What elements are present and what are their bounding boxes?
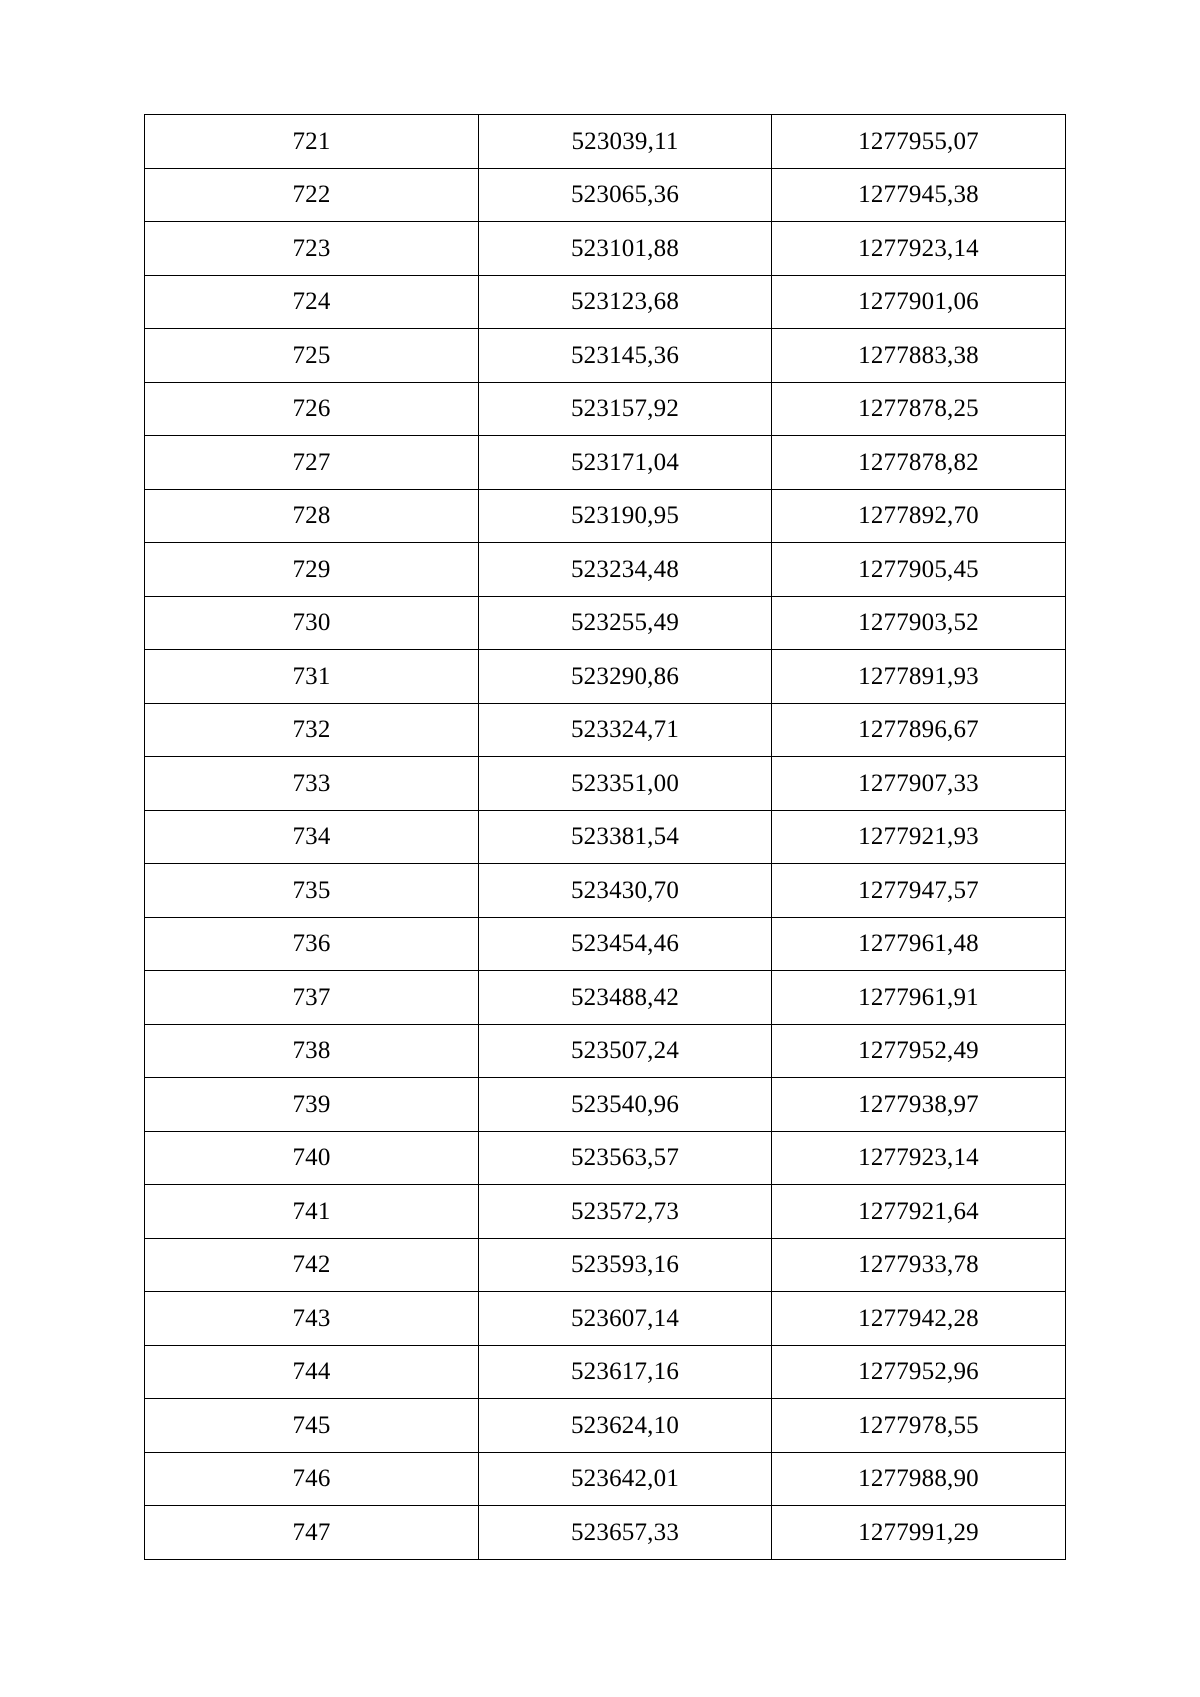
point-number-cell: 722 bbox=[145, 168, 479, 222]
table-row bbox=[145, 1024, 1066, 1078]
table-row bbox=[145, 115, 1066, 169]
y-coordinate-cell: 1277933,78 bbox=[772, 1238, 1066, 1292]
x-coordinate-cell: 523039,11 bbox=[479, 115, 772, 169]
point-number-cell: 742 bbox=[145, 1238, 479, 1292]
table-row bbox=[145, 864, 1066, 918]
x-coordinate-cell: 523563,57 bbox=[479, 1131, 772, 1185]
y-coordinate-cell: 1277907,33 bbox=[772, 757, 1066, 811]
table-row bbox=[145, 810, 1066, 864]
table-row bbox=[145, 971, 1066, 1025]
y-coordinate-cell: 1277891,93 bbox=[772, 650, 1066, 704]
point-number-cell: 726 bbox=[145, 382, 479, 436]
x-coordinate-cell: 523157,92 bbox=[479, 382, 772, 436]
x-coordinate-cell: 523657,33 bbox=[479, 1506, 772, 1560]
y-coordinate-cell: 1277988,90 bbox=[772, 1452, 1066, 1506]
table-row bbox=[145, 1345, 1066, 1399]
point-number-cell: 740 bbox=[145, 1131, 479, 1185]
x-coordinate-cell: 523381,54 bbox=[479, 810, 772, 864]
x-coordinate-cell: 523430,70 bbox=[479, 864, 772, 918]
y-coordinate-cell: 1277961,48 bbox=[772, 917, 1066, 971]
table-row bbox=[145, 489, 1066, 543]
y-coordinate-cell: 1277938,97 bbox=[772, 1078, 1066, 1132]
point-number-cell: 746 bbox=[145, 1452, 479, 1506]
y-coordinate-cell: 1277896,67 bbox=[772, 703, 1066, 757]
y-coordinate-cell: 1277883,38 bbox=[772, 329, 1066, 383]
table-row bbox=[145, 275, 1066, 329]
table-row bbox=[145, 168, 1066, 222]
y-coordinate-cell: 1277923,14 bbox=[772, 1131, 1066, 1185]
x-coordinate-cell: 523488,42 bbox=[479, 971, 772, 1025]
y-coordinate-cell: 1277923,14 bbox=[772, 222, 1066, 276]
point-number-cell: 743 bbox=[145, 1292, 479, 1346]
point-number-cell: 735 bbox=[145, 864, 479, 918]
point-number-cell: 733 bbox=[145, 757, 479, 811]
y-coordinate-cell: 1277892,70 bbox=[772, 489, 1066, 543]
x-coordinate-cell: 523290,86 bbox=[479, 650, 772, 704]
x-coordinate-cell: 523572,73 bbox=[479, 1185, 772, 1239]
table-row bbox=[145, 650, 1066, 704]
y-coordinate-cell: 1277945,38 bbox=[772, 168, 1066, 222]
point-number-cell: 729 bbox=[145, 543, 479, 597]
table-row bbox=[145, 917, 1066, 971]
x-coordinate-cell: 523065,36 bbox=[479, 168, 772, 222]
x-coordinate-cell: 523624,10 bbox=[479, 1399, 772, 1453]
x-coordinate-cell: 523123,68 bbox=[479, 275, 772, 329]
coordinates-table bbox=[144, 114, 1066, 1560]
y-coordinate-cell: 1277942,28 bbox=[772, 1292, 1066, 1346]
table-row bbox=[145, 1238, 1066, 1292]
point-number-cell: 725 bbox=[145, 329, 479, 383]
x-coordinate-cell: 523607,14 bbox=[479, 1292, 772, 1346]
table-row bbox=[145, 1506, 1066, 1560]
table-row bbox=[145, 757, 1066, 811]
table-row bbox=[145, 703, 1066, 757]
y-coordinate-cell: 1277991,29 bbox=[772, 1506, 1066, 1560]
x-coordinate-cell: 523324,71 bbox=[479, 703, 772, 757]
point-number-cell: 730 bbox=[145, 596, 479, 650]
table-row bbox=[145, 1078, 1066, 1132]
point-number-cell: 731 bbox=[145, 650, 479, 704]
x-coordinate-cell: 523190,95 bbox=[479, 489, 772, 543]
y-coordinate-cell: 1277952,49 bbox=[772, 1024, 1066, 1078]
y-coordinate-cell: 1277878,82 bbox=[772, 436, 1066, 490]
x-coordinate-cell: 523145,36 bbox=[479, 329, 772, 383]
y-coordinate-cell: 1277905,45 bbox=[772, 543, 1066, 597]
x-coordinate-cell: 523540,96 bbox=[479, 1078, 772, 1132]
y-coordinate-cell: 1277921,64 bbox=[772, 1185, 1066, 1239]
point-number-cell: 736 bbox=[145, 917, 479, 971]
y-coordinate-cell: 1277955,07 bbox=[772, 115, 1066, 169]
point-number-cell: 745 bbox=[145, 1399, 479, 1453]
table-row bbox=[145, 436, 1066, 490]
x-coordinate-cell: 523617,16 bbox=[479, 1345, 772, 1399]
point-number-cell: 734 bbox=[145, 810, 479, 864]
x-coordinate-cell: 523255,49 bbox=[479, 596, 772, 650]
y-coordinate-cell: 1277947,57 bbox=[772, 864, 1066, 918]
x-coordinate-cell: 523642,01 bbox=[479, 1452, 772, 1506]
table-row bbox=[145, 329, 1066, 383]
point-number-cell: 737 bbox=[145, 971, 479, 1025]
y-coordinate-cell: 1277878,25 bbox=[772, 382, 1066, 436]
x-coordinate-cell: 523507,24 bbox=[479, 1024, 772, 1078]
table-row bbox=[145, 1185, 1066, 1239]
x-coordinate-cell: 523171,04 bbox=[479, 436, 772, 490]
y-coordinate-cell: 1277903,52 bbox=[772, 596, 1066, 650]
point-number-cell: 724 bbox=[145, 275, 479, 329]
y-coordinate-cell: 1277952,96 bbox=[772, 1345, 1066, 1399]
point-number-cell: 739 bbox=[145, 1078, 479, 1132]
point-number-cell: 744 bbox=[145, 1345, 479, 1399]
table-row bbox=[145, 222, 1066, 276]
table-row bbox=[145, 1399, 1066, 1453]
y-coordinate-cell: 1277901,06 bbox=[772, 275, 1066, 329]
y-coordinate-cell: 1277961,91 bbox=[772, 971, 1066, 1025]
point-number-cell: 721 bbox=[145, 115, 479, 169]
point-number-cell: 738 bbox=[145, 1024, 479, 1078]
y-coordinate-cell: 1277921,93 bbox=[772, 810, 1066, 864]
point-number-cell: 727 bbox=[145, 436, 479, 490]
x-coordinate-cell: 523454,46 bbox=[479, 917, 772, 971]
y-coordinate-cell: 1277978,55 bbox=[772, 1399, 1066, 1453]
point-number-cell: 747 bbox=[145, 1506, 479, 1560]
x-coordinate-cell: 523234,48 bbox=[479, 543, 772, 597]
table-row bbox=[145, 596, 1066, 650]
point-number-cell: 741 bbox=[145, 1185, 479, 1239]
table-row bbox=[145, 1131, 1066, 1185]
x-coordinate-cell: 523101,88 bbox=[479, 222, 772, 276]
x-coordinate-cell: 523351,00 bbox=[479, 757, 772, 811]
table-row bbox=[145, 1452, 1066, 1506]
table-row bbox=[145, 1292, 1066, 1346]
table-row bbox=[145, 382, 1066, 436]
point-number-cell: 723 bbox=[145, 222, 479, 276]
table-row bbox=[145, 543, 1066, 597]
coordinates-table-body bbox=[145, 115, 1066, 1560]
x-coordinate-cell: 523593,16 bbox=[479, 1238, 772, 1292]
point-number-cell: 732 bbox=[145, 703, 479, 757]
point-number-cell: 728 bbox=[145, 489, 479, 543]
